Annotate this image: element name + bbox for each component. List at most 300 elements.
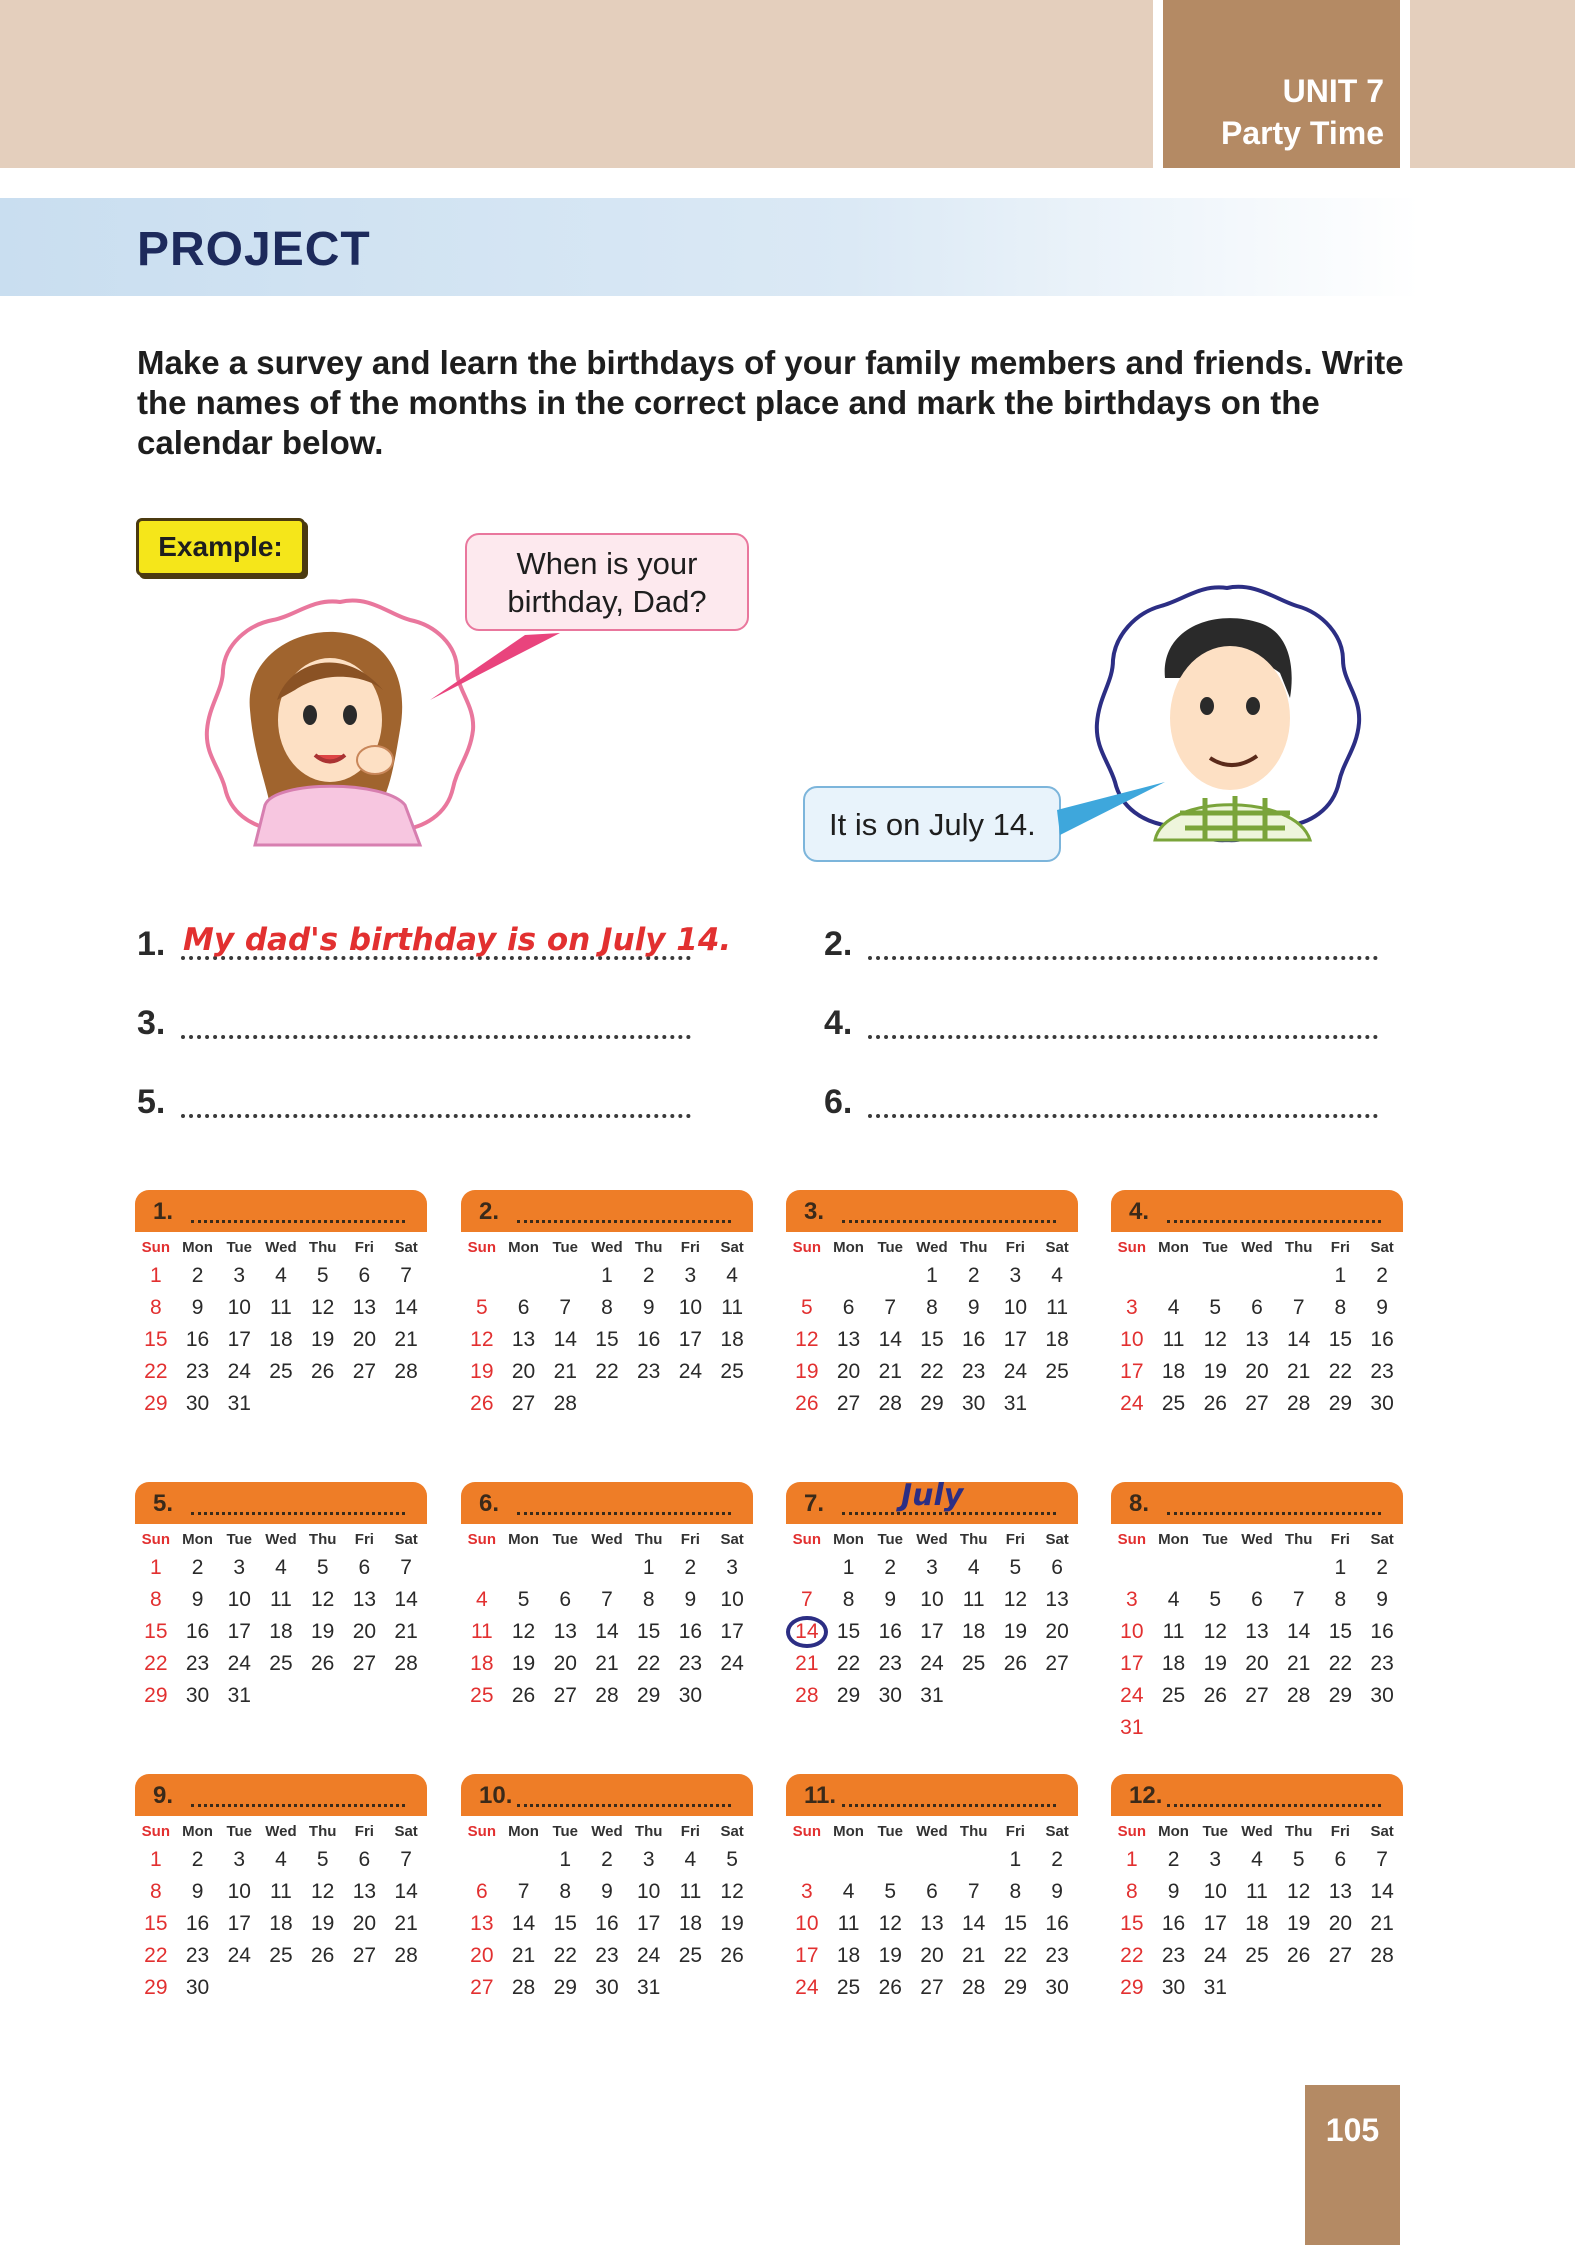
day-cell[interactable]: 9	[684, 1588, 697, 1611]
day-cell[interactable]: 11	[679, 1880, 702, 1903]
day-cell[interactable]: 21	[511, 1944, 536, 1967]
day-cell[interactable]: 27	[553, 1684, 577, 1707]
day-cell[interactable]: 6	[358, 1264, 371, 1287]
day-cell[interactable]: 24	[920, 1652, 944, 1675]
day-cell[interactable]: 3	[1126, 1588, 1138, 1611]
day-cell[interactable]: 27	[1045, 1652, 1069, 1675]
day-cell[interactable]: 6	[358, 1556, 371, 1579]
day-cell[interactable]: 30	[878, 1684, 902, 1707]
day-cell[interactable]: 10	[227, 1880, 251, 1903]
day-cell[interactable]: 30	[1370, 1392, 1394, 1415]
day-cell[interactable]: 8	[559, 1880, 572, 1903]
day-cell[interactable]: 23	[1161, 1944, 1186, 1967]
day-cell[interactable]: 12	[1203, 1620, 1227, 1643]
day-cell[interactable]: 6	[842, 1296, 855, 1319]
day-cell[interactable]: 15	[553, 1912, 577, 1935]
day-cell[interactable]: 4	[684, 1848, 697, 1871]
day-cell[interactable]: 11	[1046, 1296, 1069, 1319]
day-cell[interactable]: 2	[191, 1264, 204, 1287]
day-cell[interactable]: 3	[726, 1556, 738, 1579]
day-cell[interactable]: 20	[352, 1912, 377, 1935]
day-cell[interactable]: 21	[1286, 1360, 1311, 1383]
day-cell[interactable]: 20	[511, 1360, 536, 1383]
day-cell[interactable]: 30	[595, 1976, 619, 1999]
day-cell[interactable]: 4	[275, 1264, 287, 1287]
day-cell[interactable]: 14	[961, 1912, 986, 1935]
day-cell[interactable]: 19	[511, 1652, 536, 1675]
day-cell[interactable]: 9	[601, 1880, 613, 1903]
day-cell[interactable]: 13	[836, 1328, 861, 1351]
sentence-line-3[interactable]	[137, 997, 707, 1047]
day-cell[interactable]: 2	[884, 1556, 897, 1579]
day-cell[interactable]: 10	[636, 1880, 661, 1903]
day-cell[interactable]: 25	[961, 1652, 986, 1675]
day-cell[interactable]: 11	[1246, 1880, 1268, 1903]
day-cell[interactable]: 13	[1245, 1620, 1269, 1643]
day-cell[interactable]: 23	[1370, 1652, 1394, 1675]
day-cell[interactable]: 26	[310, 1652, 335, 1675]
day-cell[interactable]: 23	[185, 1944, 210, 1967]
day-cell[interactable]: 19	[1203, 1652, 1227, 1675]
day-cell[interactable]: 18	[1161, 1360, 1186, 1383]
month-name-field[interactable]	[1167, 1512, 1381, 1515]
day-cell[interactable]: 31	[1120, 1716, 1144, 1739]
day-cell[interactable]: 2	[191, 1556, 204, 1579]
day-cell[interactable]: 30	[678, 1684, 703, 1707]
month-name-field[interactable]	[191, 1512, 405, 1515]
day-cell[interactable]: 25	[269, 1944, 293, 1967]
day-cell[interactable]: 3	[1209, 1848, 1222, 1871]
day-cell[interactable]: 27	[511, 1392, 536, 1415]
day-cell[interactable]: 5	[726, 1848, 738, 1871]
day-cell[interactable]: 24	[678, 1360, 703, 1383]
day-cell[interactable]: 9	[884, 1588, 897, 1611]
day-cell[interactable]: 5	[1009, 1556, 1022, 1579]
day-cell[interactable]: 2	[601, 1848, 613, 1871]
day-cell[interactable]: 30	[961, 1392, 986, 1415]
day-cell[interactable]: 21	[595, 1652, 619, 1675]
day-cell[interactable]: 16	[1370, 1620, 1394, 1643]
day-cell[interactable]: 9	[191, 1880, 204, 1903]
day-cell[interactable]: 1	[150, 1556, 162, 1579]
day-cell[interactable]: 16	[185, 1912, 210, 1935]
day-cell[interactable]: 12	[1286, 1880, 1311, 1903]
day-cell[interactable]: 15	[595, 1328, 619, 1351]
day-cell[interactable]: 23	[678, 1652, 703, 1675]
day-cell[interactable]: 1	[1334, 1264, 1347, 1287]
day-cell[interactable]: 6	[358, 1848, 371, 1871]
day-cell[interactable]: 29	[920, 1392, 944, 1415]
day-cell[interactable]: 7	[601, 1588, 613, 1611]
day-cell[interactable]: 14	[595, 1620, 619, 1643]
day-cell[interactable]: 23	[1045, 1944, 1069, 1967]
day-cell[interactable]: 27	[352, 1652, 377, 1675]
day-cell[interactable]: 7	[517, 1880, 530, 1903]
day-cell[interactable]: 25	[1161, 1684, 1186, 1707]
month-name-field[interactable]	[517, 1512, 731, 1515]
day-cell[interactable]: 18	[1245, 1912, 1269, 1935]
day-cell[interactable]: 8	[150, 1588, 162, 1611]
day-cell[interactable]: 7	[1376, 1848, 1388, 1871]
day-cell[interactable]: 19	[795, 1360, 819, 1383]
day-cell[interactable]: 2	[1051, 1848, 1063, 1871]
day-cell[interactable]: 23	[185, 1360, 210, 1383]
day-cell[interactable]: 26	[310, 1360, 335, 1383]
day-cell[interactable]: 13	[1245, 1328, 1269, 1351]
day-cell[interactable]: 27	[352, 1944, 377, 1967]
day-cell[interactable]: 10	[678, 1296, 703, 1319]
day-cell[interactable]: 10	[1120, 1620, 1144, 1643]
day-cell[interactable]: 15	[144, 1620, 168, 1643]
day-cell[interactable]: 26	[1286, 1944, 1311, 1967]
day-cell[interactable]: 22	[595, 1360, 619, 1383]
day-cell[interactable]: 26	[470, 1392, 494, 1415]
day-cell[interactable]: 22	[1328, 1652, 1353, 1675]
day-cell[interactable]: 7	[1292, 1588, 1305, 1611]
day-cell[interactable]: 5	[316, 1556, 329, 1579]
day-cell[interactable]: 15	[144, 1912, 168, 1935]
day-cell[interactable]: 1	[642, 1556, 655, 1579]
sentence-line-1[interactable]	[137, 918, 732, 968]
day-cell[interactable]: 23	[961, 1360, 986, 1383]
day-cell[interactable]: 2	[684, 1556, 697, 1579]
day-cell[interactable]: 14	[394, 1880, 418, 1903]
day-cell[interactable]: 23	[878, 1652, 902, 1675]
day-cell[interactable]: 20	[1245, 1360, 1269, 1383]
day-cell[interactable]: 9	[1376, 1588, 1388, 1611]
day-cell[interactable]: 18	[1045, 1328, 1069, 1351]
day-cell[interactable]: 3	[926, 1556, 938, 1579]
day-cell[interactable]: 18	[720, 1328, 744, 1351]
day-cell[interactable]: 17	[227, 1328, 251, 1351]
day-cell[interactable]: 8	[926, 1296, 938, 1319]
day-cell[interactable]: 7	[1292, 1296, 1305, 1319]
day-cell[interactable]: 2	[642, 1264, 655, 1287]
day-cell[interactable]: 3	[1009, 1264, 1022, 1287]
day-cell[interactable]: 23	[1370, 1360, 1394, 1383]
day-cell[interactable]: 18	[836, 1944, 861, 1967]
day-cell[interactable]: 28	[961, 1976, 986, 1999]
day-cell[interactable]: 13	[1045, 1588, 1069, 1611]
day-cell[interactable]: 19	[310, 1328, 335, 1351]
day-cell[interactable]: 15	[1328, 1620, 1353, 1643]
day-cell[interactable]: 18	[678, 1912, 703, 1935]
day-cell[interactable]: 11	[962, 1588, 985, 1611]
day-cell[interactable]: 31	[1003, 1392, 1028, 1415]
day-cell[interactable]: 8	[1009, 1880, 1022, 1903]
day-cell[interactable]: 17	[1203, 1912, 1227, 1935]
sentence-line-6[interactable]	[824, 1076, 1394, 1126]
day-cell[interactable]: 15	[1120, 1912, 1144, 1935]
day-cell[interactable]: 15	[1328, 1328, 1353, 1351]
day-cell[interactable]: 22	[553, 1944, 577, 1967]
day-cell[interactable]: 29	[553, 1976, 577, 1999]
day-cell[interactable]: 17	[1120, 1360, 1144, 1383]
day-cell[interactable]: 25	[269, 1652, 293, 1675]
day-cell[interactable]: 3	[233, 1264, 246, 1287]
day-cell[interactable]: 17	[720, 1620, 744, 1643]
day-cell[interactable]: 19	[470, 1360, 494, 1383]
day-cell[interactable]: 6	[1334, 1848, 1347, 1871]
day-cell[interactable]: 10	[227, 1296, 251, 1319]
day-cell[interactable]: 3	[684, 1264, 697, 1287]
sentence-line-5[interactable]	[137, 1076, 707, 1126]
sentence-line-2[interactable]	[824, 918, 1394, 968]
day-cell[interactable]: 16	[678, 1620, 703, 1643]
day-cell[interactable]: 25	[720, 1360, 744, 1383]
day-cell[interactable]: 23	[595, 1944, 619, 1967]
day-cell[interactable]: 24	[795, 1976, 819, 1999]
day-cell[interactable]: 6	[476, 1880, 488, 1903]
day-cell[interactable]: 18	[961, 1620, 986, 1643]
day-cell[interactable]: 12	[878, 1912, 902, 1935]
day-cell[interactable]: 29	[144, 1392, 168, 1415]
day-cell[interactable]: 11	[1162, 1620, 1185, 1643]
day-cell[interactable]: 11	[270, 1296, 292, 1319]
day-cell[interactable]: 17	[227, 1620, 251, 1643]
day-cell[interactable]: 21	[394, 1912, 418, 1935]
day-cell[interactable]: 22	[144, 1652, 168, 1675]
day-cell[interactable]: 28	[553, 1392, 577, 1415]
day-cell[interactable]: 28	[394, 1652, 418, 1675]
day-cell[interactable]: 8	[150, 1296, 162, 1319]
day-cell[interactable]: 28	[511, 1976, 536, 1999]
day-cell[interactable]: 14	[878, 1328, 902, 1351]
day-cell[interactable]: 5	[476, 1296, 488, 1319]
day-cell[interactable]: 13	[352, 1880, 377, 1903]
month-name-field[interactable]	[517, 1220, 731, 1223]
day-cell[interactable]: 25	[836, 1976, 861, 1999]
day-cell[interactable]: 23	[636, 1360, 661, 1383]
day-cell[interactable]: 1	[559, 1848, 572, 1871]
day-cell[interactable]: 12	[310, 1880, 335, 1903]
day-cell[interactable]: 25	[470, 1684, 494, 1707]
day-cell[interactable]: 20	[553, 1652, 577, 1675]
day-cell[interactable]: 20	[1245, 1652, 1269, 1675]
day-cell[interactable]: 31	[227, 1392, 251, 1415]
day-cell[interactable]: 30	[185, 1976, 210, 1999]
day-cell[interactable]: 16	[1370, 1328, 1394, 1351]
day-cell[interactable]: 1	[1126, 1848, 1138, 1871]
day-cell[interactable]: 6	[1251, 1588, 1263, 1611]
day-cell[interactable]: 19	[1003, 1620, 1028, 1643]
day-cell[interactable]: 25	[1045, 1360, 1069, 1383]
day-cell[interactable]: 26	[795, 1392, 819, 1415]
day-cell[interactable]: 16	[1045, 1912, 1069, 1935]
day-cell[interactable]: 21	[878, 1360, 902, 1383]
day-cell[interactable]: 20	[470, 1944, 494, 1967]
day-cell[interactable]: 26	[310, 1944, 335, 1967]
day-cell[interactable]: 12	[1203, 1328, 1227, 1351]
day-cell[interactable]: 16	[595, 1912, 619, 1935]
day-cell[interactable]: 5	[884, 1880, 897, 1903]
day-cell[interactable]: 13	[352, 1588, 377, 1611]
month-name-field[interactable]	[191, 1220, 405, 1223]
day-cell[interactable]: 14	[1286, 1328, 1311, 1351]
day-cell[interactable]: 5	[316, 1848, 329, 1871]
day-cell[interactable]: 11	[721, 1296, 744, 1319]
day-cell[interactable]: 17	[678, 1328, 703, 1351]
day-cell[interactable]: 18	[269, 1912, 293, 1935]
day-cell[interactable]: 19	[310, 1620, 335, 1643]
day-cell[interactable]: 9	[191, 1588, 204, 1611]
day-cell[interactable]: 1	[842, 1556, 855, 1579]
day-cell[interactable]: 25	[1245, 1944, 1269, 1967]
day-cell[interactable]: 13	[352, 1296, 377, 1319]
day-cell[interactable]: 27	[920, 1976, 944, 1999]
day-cell[interactable]: 2	[1376, 1556, 1388, 1579]
day-cell[interactable]: 21	[1370, 1912, 1394, 1935]
day-cell[interactable]: 3	[233, 1848, 246, 1871]
day-cell[interactable]: 1	[1334, 1556, 1347, 1579]
day-cell[interactable]: 22	[144, 1360, 168, 1383]
day-cell[interactable]: 12	[470, 1328, 494, 1351]
day-cell[interactable]: 14	[394, 1588, 418, 1611]
day-cell[interactable]: 27	[352, 1360, 377, 1383]
day-cell[interactable]: 3	[233, 1556, 246, 1579]
month-name-field[interactable]	[517, 1804, 731, 1807]
day-cell[interactable]: 2	[1376, 1264, 1388, 1287]
day-cell[interactable]: 14	[511, 1912, 536, 1935]
month-name-field[interactable]	[1167, 1220, 1381, 1223]
day-cell[interactable]: 10	[1120, 1328, 1144, 1351]
day-cell[interactable]: 22	[920, 1360, 944, 1383]
day-cell[interactable]: 15	[1003, 1912, 1028, 1935]
day-cell[interactable]: 14	[1286, 1620, 1311, 1643]
day-cell[interactable]: 22	[144, 1944, 168, 1967]
month-name-field[interactable]	[1167, 1804, 1381, 1807]
day-cell[interactable]: 2	[1167, 1848, 1180, 1871]
day-cell[interactable]: 26	[878, 1976, 902, 1999]
day-cell[interactable]: 13	[511, 1328, 536, 1351]
day-cell[interactable]: 29	[1328, 1392, 1353, 1415]
day-cell[interactable]: 28	[394, 1360, 418, 1383]
day-cell[interactable]: 19	[878, 1944, 902, 1967]
day-cell[interactable]: 29	[636, 1684, 661, 1707]
day-cell[interactable]: 18	[269, 1328, 293, 1351]
day-cell[interactable]: 7	[967, 1880, 980, 1903]
day-cell[interactable]: 26	[1203, 1392, 1227, 1415]
day-cell[interactable]: 21	[394, 1620, 418, 1643]
day-cell[interactable]: 21	[961, 1944, 986, 1967]
day-cell[interactable]: 17	[1120, 1652, 1144, 1675]
day-cell[interactable]: 2	[191, 1848, 204, 1871]
day-cell[interactable]: 8	[1126, 1880, 1138, 1903]
day-cell[interactable]: 24	[720, 1652, 744, 1675]
day-cell[interactable]: 22	[636, 1652, 661, 1675]
day-cell[interactable]: 25	[1161, 1392, 1186, 1415]
day-cell[interactable]	[786, 1616, 828, 1648]
month-name-field[interactable]	[842, 1804, 1056, 1807]
day-cell[interactable]: 7	[400, 1556, 412, 1579]
day-cell[interactable]: 4	[842, 1880, 855, 1903]
day-cell[interactable]: 8	[150, 1880, 162, 1903]
day-cell[interactable]: 18	[269, 1620, 293, 1643]
day-cell[interactable]: 17	[227, 1912, 251, 1935]
month-name-field[interactable]	[842, 1220, 1056, 1223]
day-cell[interactable]: 1	[926, 1264, 938, 1287]
day-cell[interactable]: 5	[801, 1296, 813, 1319]
day-cell[interactable]: 10	[1203, 1880, 1227, 1903]
day-cell[interactable]: 4	[275, 1556, 287, 1579]
day-cell[interactable]: 30	[1161, 1976, 1186, 1999]
day-cell[interactable]: 12	[310, 1588, 335, 1611]
day-cell[interactable]: 28	[595, 1684, 619, 1707]
day-cell[interactable]: 24	[1120, 1684, 1144, 1707]
day-cell[interactable]: 5	[1209, 1588, 1222, 1611]
day-cell[interactable]: 3	[642, 1848, 655, 1871]
day-cell[interactable]: 12	[310, 1296, 335, 1319]
day-cell[interactable]: 15	[920, 1328, 944, 1351]
day-cell[interactable]: 24	[1203, 1944, 1227, 1967]
day-cell[interactable]: 4	[275, 1848, 287, 1871]
day-cell[interactable]: 9	[191, 1296, 204, 1319]
day-cell[interactable]: 24	[636, 1944, 661, 1967]
day-cell[interactable]: 20	[1328, 1912, 1353, 1935]
day-cell[interactable]: 1	[601, 1264, 613, 1287]
day-cell[interactable]: 28	[1286, 1392, 1311, 1415]
day-cell[interactable]: 18	[1161, 1652, 1186, 1675]
day-cell[interactable]: 6	[517, 1296, 530, 1319]
day-cell[interactable]: 31	[636, 1976, 661, 1999]
day-cell[interactable]: 4	[1167, 1296, 1180, 1319]
day-cell[interactable]: 7	[400, 1848, 412, 1871]
day-cell[interactable]: 3	[801, 1880, 813, 1903]
day-cell[interactable]: 6	[1251, 1296, 1263, 1319]
day-cell[interactable]: 28	[878, 1392, 902, 1415]
day-cell[interactable]: 7	[884, 1296, 897, 1319]
sentence-line-4[interactable]	[824, 997, 1394, 1047]
day-cell[interactable]: 20	[352, 1328, 377, 1351]
day-cell[interactable]: 5	[1292, 1848, 1305, 1871]
day-cell[interactable]: 4	[726, 1264, 738, 1287]
day-cell[interactable]: 7	[400, 1264, 412, 1287]
day-cell[interactable]: 27	[470, 1976, 494, 1999]
day-cell[interactable]: 28	[1370, 1944, 1394, 1967]
day-cell[interactable]: 10	[920, 1588, 944, 1611]
day-cell[interactable]: 24	[227, 1360, 251, 1383]
day-cell[interactable]: 21	[795, 1652, 819, 1675]
day-cell[interactable]: 17	[636, 1912, 661, 1935]
day-cell[interactable]: 15	[836, 1620, 861, 1643]
day-cell[interactable]: 12	[795, 1328, 819, 1351]
day-cell[interactable]: 8	[1334, 1296, 1347, 1319]
day-cell[interactable]: 9	[967, 1296, 980, 1319]
day-cell[interactable]: 21	[1286, 1652, 1311, 1675]
day-cell[interactable]: 22	[836, 1652, 861, 1675]
day-cell[interactable]: 5	[517, 1588, 530, 1611]
day-cell[interactable]: 26	[720, 1944, 744, 1967]
day-cell[interactable]: 29	[1328, 1684, 1353, 1707]
day-cell[interactable]: 22	[1120, 1944, 1144, 1967]
day-cell[interactable]: 25	[678, 1944, 703, 1967]
day-cell[interactable]: 7	[801, 1588, 813, 1611]
day-cell[interactable]: 14	[1370, 1880, 1394, 1903]
day-cell[interactable]: 12	[1003, 1588, 1028, 1611]
day-cell[interactable]: 31	[227, 1684, 251, 1707]
day-cell[interactable]: 10	[1003, 1296, 1028, 1319]
day-cell[interactable]: 20	[352, 1620, 377, 1643]
day-cell[interactable]: 31	[920, 1684, 944, 1707]
day-cell[interactable]: 20	[1045, 1620, 1069, 1643]
day-cell[interactable]: 16	[961, 1328, 986, 1351]
day-cell[interactable]: 4	[476, 1588, 488, 1611]
day-cell[interactable]: 31	[1203, 1976, 1227, 1999]
day-cell[interactable]: 28	[1286, 1684, 1311, 1707]
day-cell[interactable]: 27	[1245, 1684, 1269, 1707]
day-cell[interactable]: 6	[1051, 1556, 1063, 1579]
day-cell[interactable]: 8	[1334, 1588, 1347, 1611]
